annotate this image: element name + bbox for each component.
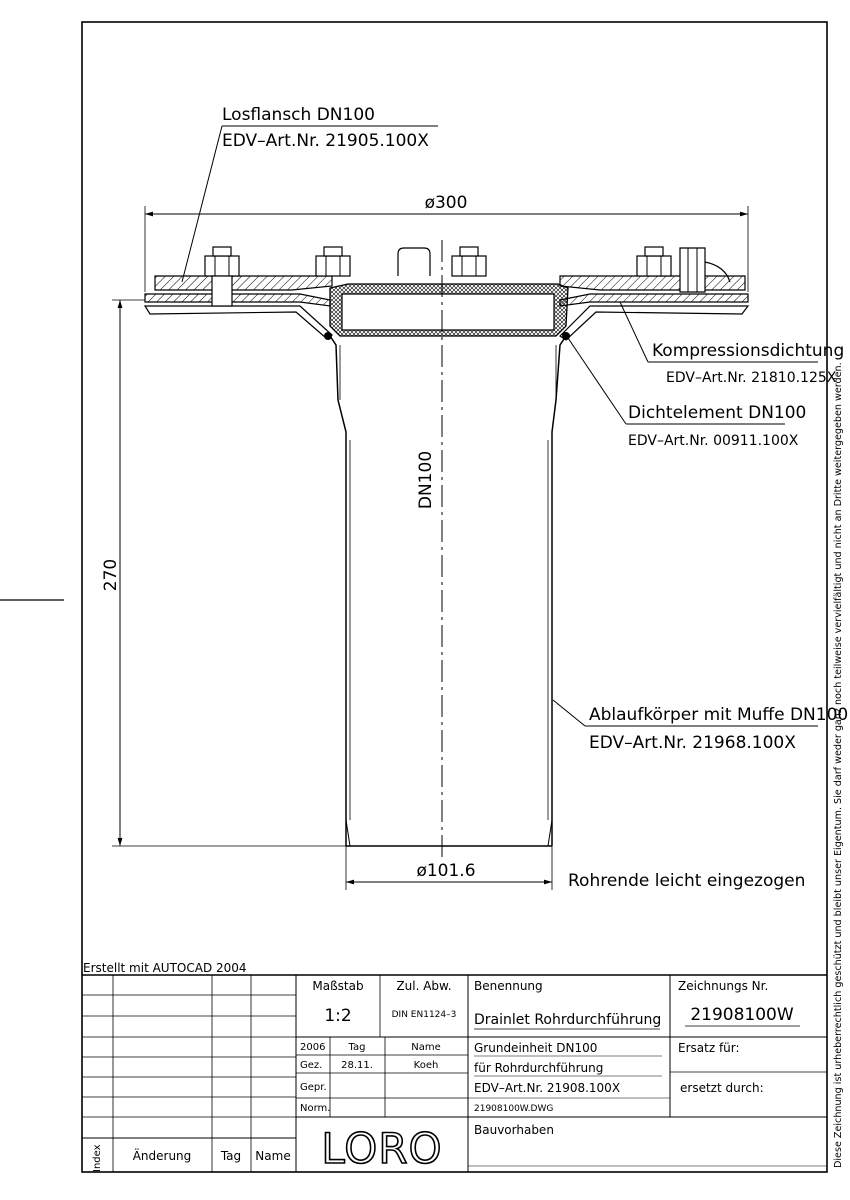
losflansch-title: Losflansch DN100 bbox=[222, 105, 375, 125]
rev-header-index: Index bbox=[92, 1144, 103, 1172]
ersatz-fuer: Ersatz für: bbox=[678, 1041, 740, 1055]
loro-logo: LORO bbox=[321, 1124, 443, 1173]
gez-tag: 28.11. bbox=[341, 1060, 373, 1071]
bolt bbox=[452, 247, 486, 276]
kompression-art: EDV–Art.Nr. 21810.125X bbox=[666, 370, 837, 386]
massstab-label: Maßstab bbox=[312, 979, 364, 993]
losflansch-art: EDV–Art.Nr. 21905.100X bbox=[222, 131, 429, 151]
massstab-value: 1:2 bbox=[324, 1006, 352, 1026]
zul-abw-value: DIN EN1124–3 bbox=[391, 1010, 457, 1020]
copyright-note: Diese Zeichnung ist urheberrechtlich geschützt und bleibt unser Eigentum. Sie darf weder ganz noch teilweise vervielfältigt und nicht an Dritte weitergegeben werden. bbox=[833, 362, 844, 1168]
dimension-270-label: 270 bbox=[101, 558, 121, 592]
gez-label: Gez. bbox=[300, 1060, 323, 1071]
flange-assembly bbox=[145, 247, 748, 340]
bolt bbox=[637, 247, 671, 276]
zeichnungs-nr-label: Zeichnungs Nr. bbox=[678, 979, 769, 993]
bolt bbox=[316, 247, 350, 276]
pipe-end-note: Rohrende leicht eingezogen bbox=[568, 871, 806, 891]
benennung-label: Benennung bbox=[474, 979, 543, 993]
name-label: Name bbox=[411, 1042, 441, 1053]
gez-name: Koeh bbox=[413, 1060, 439, 1071]
dichtelement-title: Dichtelement DN100 bbox=[628, 403, 807, 423]
dichtelement-art: EDV–Art.Nr. 00911.100X bbox=[628, 433, 799, 449]
benennung-value: Drainlet Rohrdurchführung bbox=[474, 1012, 662, 1028]
dn100-label: DN100 bbox=[416, 450, 436, 510]
gepr-label: Gepr. bbox=[300, 1082, 327, 1093]
dimension-300-label: ø300 bbox=[424, 193, 468, 213]
rev-header-aenderung: Änderung bbox=[132, 1149, 192, 1163]
ablauf-title: Ablaufkörper mit Muffe DN100 bbox=[589, 705, 849, 725]
description-line2: für Rohrdurchführung bbox=[474, 1061, 604, 1075]
bauvorhaben: Bauvorhaben bbox=[474, 1123, 554, 1137]
rev-header-name: Name bbox=[255, 1149, 291, 1163]
dimension-101-label: ø101.6 bbox=[416, 861, 476, 881]
description-line3: EDV–Art.Nr. 21908.100X bbox=[474, 1081, 621, 1095]
norm-label: Norm. bbox=[300, 1103, 331, 1114]
zul-abw-label: Zul. Abw. bbox=[396, 979, 452, 993]
dwg-file: 21908100W.DWG bbox=[474, 1104, 554, 1114]
year: 2006 bbox=[300, 1042, 326, 1053]
description-line1: Grundeinheit DN100 bbox=[474, 1041, 598, 1055]
kompression-title: Kompressionsdichtung bbox=[652, 341, 845, 361]
dimension-270 bbox=[112, 300, 346, 846]
cad-note: Erstellt mit AUTOCAD 2004 bbox=[83, 961, 247, 975]
zeichnungs-nr-value: 21908100W bbox=[690, 1005, 794, 1025]
ablauf-art: EDV–Art.Nr. 21968.100X bbox=[589, 733, 796, 753]
ersetzt-durch: ersetzt durch: bbox=[680, 1081, 764, 1095]
rev-header-tag: Tag bbox=[220, 1149, 242, 1163]
tag-label: Tag bbox=[348, 1042, 366, 1053]
